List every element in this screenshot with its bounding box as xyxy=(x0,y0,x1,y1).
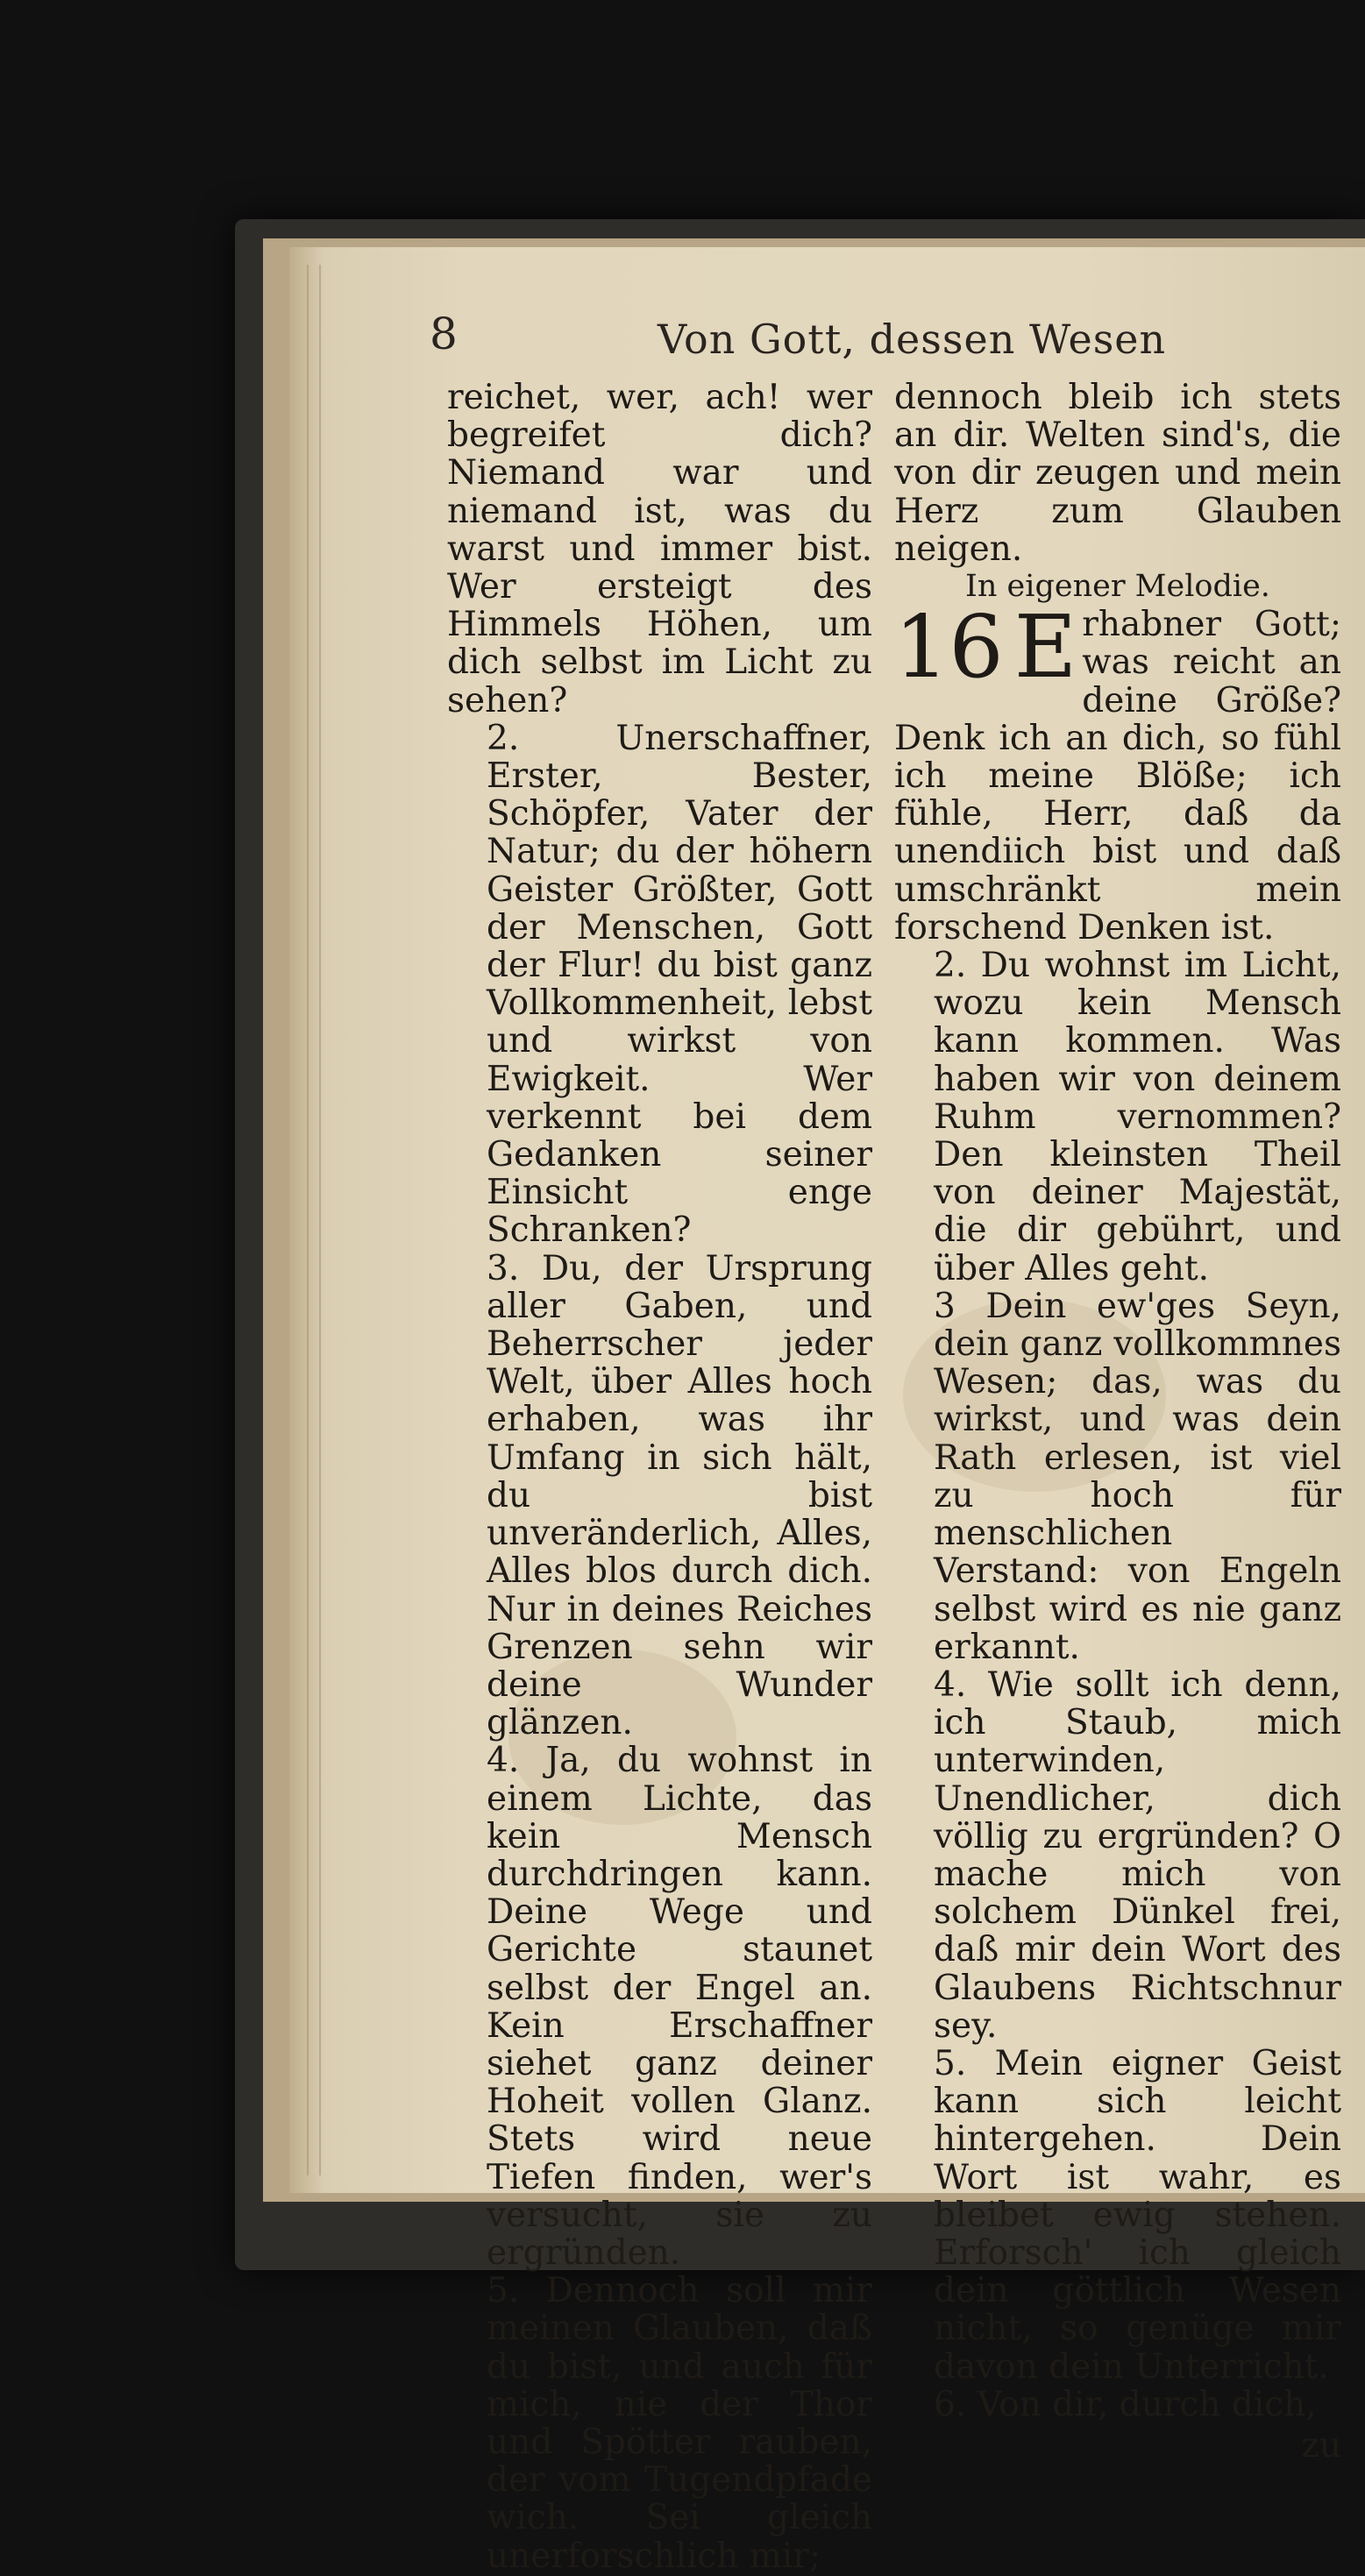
verse: 2. Du wohnst im Licht, wozu kein Mensch kann kommen. Was haben wir von deinem Ruhm vernommen? Den kleinsten Theil von deiner Majestät, die dir gebührt, und über Alles geht. xyxy=(934,946,1341,1288)
dropcap-letter: E xyxy=(1013,598,1077,699)
paragraph: reichet, wer, ach! wer begreifet dich? Niemand war und niemand ist, was du warst und immer bist. Wer ersteigt des Himmels Höhen, um dich selbst im Licht zu sehen? xyxy=(447,378,872,720)
right-column xyxy=(894,379,1341,2465)
book-page xyxy=(289,247,1365,2576)
hymn-first-verse: rhabner Gott; was reicht an deine Größe? Denk ich an dich, so fühl ich meine Blöße; ich fühle, Herr, daß da unendiich bist und daß umschränkt mein forschend Denken ist. xyxy=(894,605,1341,947)
left-column xyxy=(447,379,872,2575)
verse: 5. Mein eigner Geist kann sich leicht hintergehen. Dein Wort ist wahr, es bleibet ewig stehen. Erforsch' ich gleich dein göttlich Wesen nicht, so genüge mir davon dein Unterricht. xyxy=(934,2043,1341,2387)
catchword: zu xyxy=(1301,2425,1341,2466)
verse: 3 Dein ew'ges Seyn, dein ganz vollkommnes Wesen; das, was du wirkst, und was dein Rath erlesen, ist viel zu hoch für menschlichen Verstand: von Engeln selbst wird es nie ganz erkannt. xyxy=(934,1286,1341,1667)
paragraph: dennoch bleib ich stets an dir. Welten sind's, die von dir zeugen und mein Herz zum Glauben neigen. xyxy=(894,378,1341,569)
hymn-number: 16 xyxy=(894,598,1004,699)
verse: 4. Wie sollt ich denn, ich Staub, mich unterwinden, Unendlicher, dich völlig zu ergründen? O mache mich von solchem Dünkel frei, daß mir dein Wort des Glaubens Richtschnur sey. xyxy=(934,1664,1341,2046)
hymn-start xyxy=(894,598,1341,947)
melody-heading: In eigener Melodie. xyxy=(965,569,1270,605)
page-number: 8 xyxy=(430,309,458,359)
verse: 5. Dennoch soll mir meinen Glauben, daß du bist, und auch für mich, nie der Thor und Spötter rauben, der vom Tugendpfade wich. Sei gleich unerforschlich mir; xyxy=(487,2271,872,2576)
page-edge-line xyxy=(319,265,321,2175)
verse: 6. Von dir, durch dich, xyxy=(934,2384,1317,2424)
running-title: Von Gott, dessen Wesen xyxy=(658,316,1167,363)
page-header xyxy=(430,309,1350,370)
verse: 3. Du, der Ursprung aller Gaben, und Beherrscher jeder Welt, über Alles hoch erhaben, was ihr Umfang in sich hält, du bist unveränderlich, Alles, Alles blos durch dich. Nur in deines Reiches Grenzen sehn wir deine Wunder glänzen. xyxy=(487,1248,872,1743)
verse: 2. Unerschaffner, Erster, Bester, Schöpfer, Vater der Natur; du der höhern Geister Größter, Gott der Menschen, Gott der Flur! du bist ganz Vollkommenheit, lebst und wirkst von Ewigkeit. Wer verkennt bei dem Gedanken seiner Einsicht enge Schranken? xyxy=(487,718,872,1251)
verse: 4. Ja, du wohnst in einem Lichte, das kein Mensch durchdringen kann. Deine Wege und Gerichte staunet selbst der Engel an. Kein Erschaffner siehet ganz deiner Hoheit vollen Glanz. Stets wird neue Tiefen finden, wer's versucht, sie zu ergründen. xyxy=(487,1741,872,2273)
page-edge-line xyxy=(307,265,309,2175)
